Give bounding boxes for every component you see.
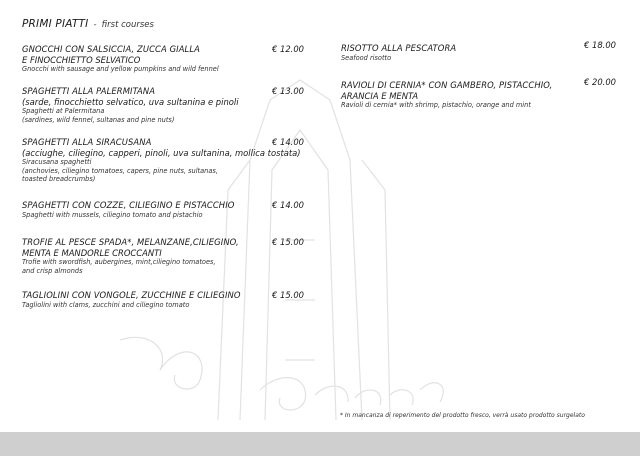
dish-price: € 14.00 xyxy=(272,137,304,147)
dish-name: RAVIOLI DI CERNIA* CON GAMBERO, PISTACCHIO, xyxy=(341,80,553,90)
dish-name-line2: (acciughe, ciliegino, capperi, pinoli, uva sultanina, mollica tostata) xyxy=(22,147,301,158)
dish-name-line2: ARANCIA E MENTA xyxy=(341,90,419,101)
dish-description: Siracusana spaghetti xyxy=(22,158,92,166)
dish-price: € 12.00 xyxy=(272,44,304,54)
dish-price: € 20.00 xyxy=(584,77,616,87)
dish-name-line2: (sarde, finocchietto selvatico, uva sultanina e pinoli xyxy=(22,96,239,107)
dish-description: Trofie with swordfish, aubergines, mint,ciliegino tomatoes, xyxy=(22,258,216,266)
dish-description: Seafood risotto xyxy=(341,53,392,62)
bottom-band xyxy=(0,432,640,456)
menu-item xyxy=(22,200,234,219)
menu-item xyxy=(22,237,239,275)
dish-name: SPAGHETTI ALLA SIRACUSANA xyxy=(22,137,152,147)
dish-description: Spaghetti at Palermitana xyxy=(22,107,105,115)
dish-name: SPAGHETTI ALLA PALERMITANA xyxy=(22,86,156,96)
dish-price: € 15.00 xyxy=(272,237,304,247)
dish-price: € 13.00 xyxy=(272,86,304,96)
menu-item xyxy=(22,86,239,124)
dish-description: toasted breadcrumbs) xyxy=(22,175,96,184)
dish-description: Gnocchi with sausage and yellow pumpkins and wild fennel xyxy=(22,65,219,73)
dish-name: GNOCCHI CON SALSICCIA, ZUCCA GIALLA xyxy=(22,44,200,54)
dish-price: € 14.00 xyxy=(272,200,304,210)
dish-name: TROFIE AL PESCE SPADA*, MELANZANE,CILIEGINO, xyxy=(22,237,239,247)
dish-description: (anchovies, ciliegino tomatoes, capers, pine nuts, sultanas, xyxy=(22,166,218,175)
menu-item xyxy=(22,290,241,309)
menu-item xyxy=(22,44,219,74)
dish-name: TAGLIOLINI CON VONGOLE, ZUCCHINE E CILIEGINO xyxy=(22,290,241,300)
section-header xyxy=(22,12,154,31)
dish-name: RISOTTO ALLA PESCATORA xyxy=(341,43,457,53)
menu-item xyxy=(341,80,552,110)
dish-name: SPAGHETTI CON COZZE, CILIEGINO E PISTACCHIO xyxy=(22,200,235,210)
dish-name-line2: E FINOCCHIETTO SELVATICO xyxy=(22,54,141,65)
dish-description: Spaghetti with mussels, ciliegino tomato and pistachio xyxy=(22,210,203,219)
dish-name-line2: MENTA E MANDORLE CROCCANTI xyxy=(22,247,162,258)
dish-description: (sardines, wild fennel, sultanas and pine nuts) xyxy=(22,115,175,124)
dish-description: Tagliolini with clams, zucchini and ciliegino tomato xyxy=(22,300,190,309)
dish-price: € 15.00 xyxy=(272,290,304,300)
dish-price: € 18.00 xyxy=(584,40,616,50)
dish-description: Ravioli di cernia* with shrimp, pistachio, orange and mint xyxy=(341,101,531,109)
menu-item xyxy=(341,43,456,62)
section-separator: - xyxy=(93,20,97,30)
section-subtitle: first courses xyxy=(101,20,154,30)
dish-description: and crisp almonds xyxy=(22,266,83,275)
section-title: PRIMI PIATTI xyxy=(22,18,89,30)
footnote: * In mancanza di reperimento del prodotto fresco, verrà usato prodotto surgelato xyxy=(340,412,585,419)
